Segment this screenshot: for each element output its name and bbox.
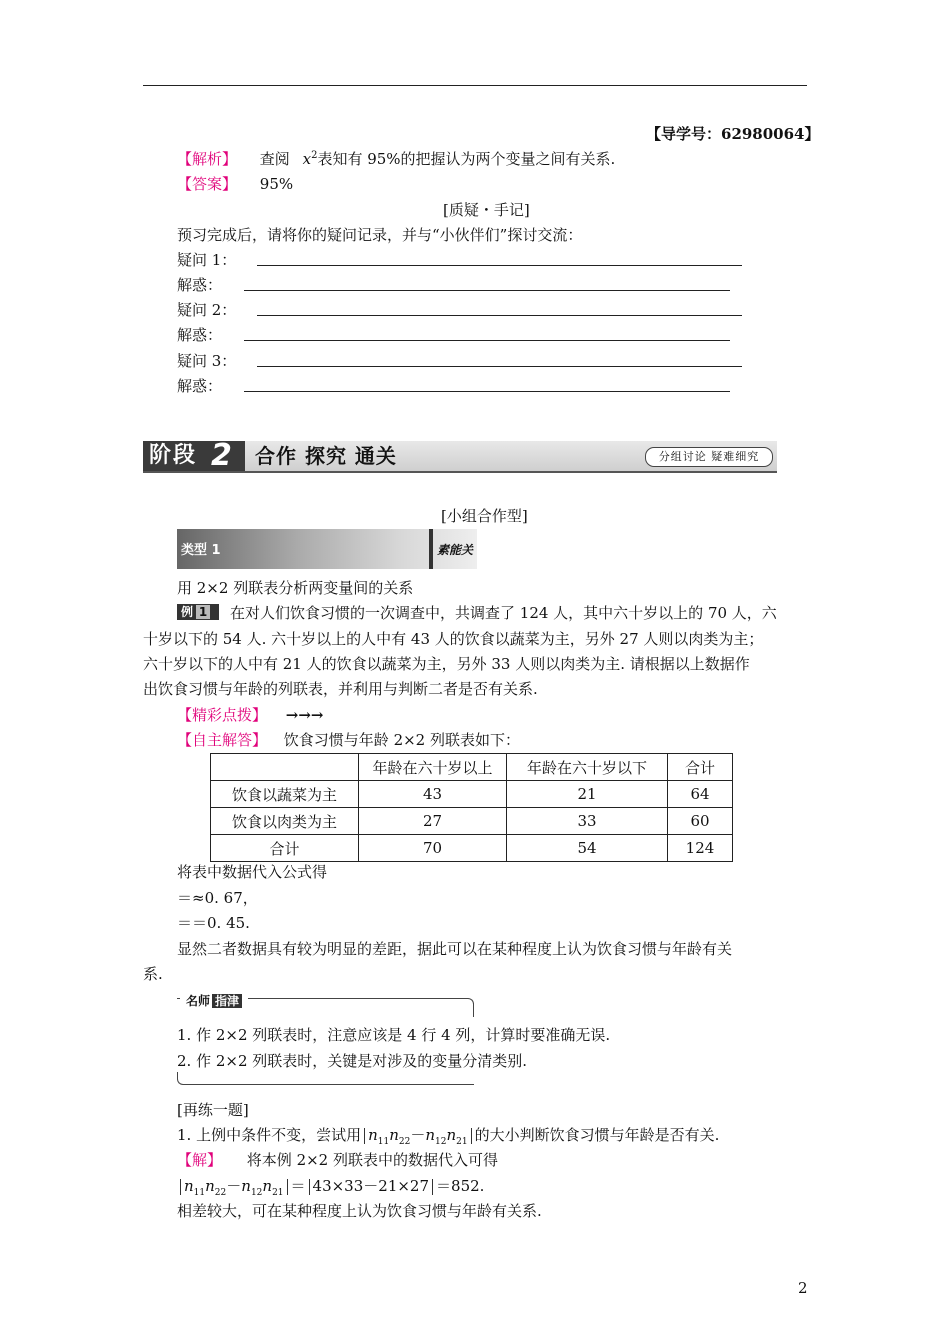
- stage-title: 合作 探究 通关: [255, 444, 397, 468]
- practice-calc-eq: ＝: [290, 1177, 306, 1195]
- example-badge-label: 例: [181, 605, 194, 619]
- analysis-var: x: [302, 150, 312, 168]
- table-cell: 43: [359, 781, 507, 808]
- teacher-tip-1: 1. 作 2×2 列联表时，注意应该是 4 行 4 列，计算时要准确无误.: [177, 1026, 611, 1044]
- practice-sol-text: 将本例 2×2 列联表中的数据代入可得: [246, 1151, 498, 1169]
- example-badge-num: 1: [196, 605, 210, 619]
- stage-label: 阶段: [149, 443, 198, 468]
- abs-bar-icon: [287, 1179, 288, 1195]
- table-cell: 70: [359, 835, 507, 862]
- note-line-a1[interactable]: [244, 290, 730, 291]
- notes-intro: 预习完成后，请将你的疑问记录，并与“小伙伴们”探讨交流：: [177, 226, 583, 244]
- formula-minus: －: [410, 1126, 426, 1144]
- note-line-a3[interactable]: [244, 391, 730, 392]
- formula-n: n: [425, 1126, 436, 1144]
- table-cell: 54: [507, 835, 668, 862]
- note-row-a2: 解惑：: [177, 326, 223, 344]
- formula-n: n: [241, 1177, 251, 1195]
- group-title: [小组合作型]: [441, 507, 528, 525]
- note-row-q2: 疑问 2：: [177, 301, 237, 319]
- hint-line: [177, 705, 324, 725]
- practice-calc: [177, 1176, 484, 1196]
- formula-n: n: [389, 1126, 399, 1144]
- analysis-sup: 2: [311, 150, 318, 161]
- practice-calc-result: ＝852.: [436, 1177, 485, 1195]
- formula-sub: 11: [193, 1188, 206, 1198]
- guide-number: 【导学号：62980064】: [646, 125, 820, 143]
- practice-q-before: 1. 上例中条件不变，尝试用: [177, 1126, 362, 1144]
- formula-n: n: [446, 1126, 457, 1144]
- table-cell: 饮食以蔬菜为主: [211, 781, 359, 808]
- note-line-q2[interactable]: [257, 315, 742, 316]
- answer-label: 【答案】: [177, 175, 238, 193]
- type-bar-separator: [429, 529, 433, 569]
- type-bar: [177, 529, 477, 569]
- formula-n: n: [262, 1177, 273, 1195]
- example-line-2: 十岁以下的 54 人. 六十岁以上的人中有 43 人的饮食以蔬菜为主，另外 27 人则以肉类为主；: [143, 630, 764, 648]
- stage-number: 2: [211, 438, 232, 473]
- type-tag: 素能关: [437, 543, 474, 557]
- teacher-badge-b: 指津: [212, 994, 242, 1008]
- example-line-3: 六十岁以下的人中有 21 人的饮食以蔬菜为主，另外 33 人则以肉类为主. 请根据以上数据作: [143, 655, 750, 673]
- analysis-label: 【解析】: [177, 150, 238, 168]
- calc-line-2: ＝≈0. 67，: [177, 889, 258, 907]
- table-header-cell: 年龄在六十岁以上: [359, 754, 507, 781]
- table-header-cell: [211, 754, 359, 781]
- table-row: [211, 808, 733, 835]
- practice-q-after: 的大小判断饮食习惯与年龄是否有关.: [474, 1126, 720, 1144]
- note-line-q1[interactable]: [257, 265, 742, 266]
- hint-label: 【精彩点拨】: [177, 706, 268, 724]
- solution-line: [177, 730, 520, 750]
- formula-n: n: [205, 1177, 215, 1195]
- formula-sub: 22: [214, 1188, 227, 1198]
- example-line-4: 出饮食习惯与年龄的列联表，并利用与判断二者是否有关系.: [143, 680, 538, 698]
- calc-line-5: 系.: [143, 965, 163, 983]
- topic: 用 2×2 列联表分析两变量间的关系: [177, 579, 414, 597]
- analysis-text-after: 表知有 95%的把握认为两个变量之间有关系.: [317, 150, 616, 168]
- table-cell: 60: [668, 808, 733, 835]
- table-header-row: [211, 754, 733, 781]
- stage-tag: 分组讨论 疑难细究: [645, 447, 773, 467]
- calc-line-3: ＝＝0. 45.: [177, 914, 250, 932]
- teacher-tip-2: 2. 作 2×2 列联表时，关键是对涉及的变量分清类别.: [177, 1052, 528, 1070]
- formula-n: n: [368, 1126, 378, 1144]
- table-cell: 27: [359, 808, 507, 835]
- formula-sub: 22: [398, 1137, 411, 1147]
- notes-title: [质疑・手记]: [443, 201, 530, 219]
- table-row: [211, 781, 733, 808]
- formula-sub: 12: [435, 1137, 447, 1147]
- abs-bar-icon: [471, 1128, 472, 1144]
- calc-line-4: 显然二者数据具有较为明显的差距，据此可以在某种程度上认为饮食习惯与年龄有关: [177, 940, 733, 958]
- teacher-badge: [180, 992, 248, 1010]
- table-cell: 饮食以肉类为主: [211, 808, 359, 835]
- note-line-a2[interactable]: [244, 340, 730, 341]
- practice-title: [再练一题]: [177, 1101, 249, 1119]
- note-row-q3: 疑问 3：: [177, 352, 237, 370]
- table-header-cell: 合计: [668, 754, 733, 781]
- type-label: 类型 1: [181, 543, 221, 558]
- contingency-table: [210, 753, 733, 862]
- teacher-badge-a: 名师: [186, 994, 211, 1008]
- table-cell: 64: [668, 781, 733, 808]
- solution-text: 饮食习惯与年龄 2×2 列联表如下：: [283, 731, 520, 749]
- example-line-1: 在对人们饮食习惯的一次调查中，共调查了 124 人，其中六十岁以上的 70 人，六: [230, 604, 777, 622]
- note-row-q1: 疑问 1：: [177, 251, 237, 269]
- note-line-q3[interactable]: [257, 366, 742, 367]
- top-rule: [143, 85, 807, 86]
- stage-banner: [143, 438, 777, 473]
- table-row: [211, 835, 733, 862]
- note-row-a3: 解惑：: [177, 377, 223, 395]
- analysis-text-before: 查阅: [259, 150, 290, 168]
- answer-value: 95%: [259, 175, 294, 193]
- formula-sub: 21: [456, 1137, 468, 1147]
- table-header-cell: 年龄在六十岁以下: [507, 754, 668, 781]
- formula-sub: 21: [272, 1188, 284, 1198]
- table-cell: 合计: [211, 835, 359, 862]
- abs-bar-icon: [364, 1128, 365, 1144]
- answer-line: [177, 174, 293, 194]
- practice-solution-line: [177, 1150, 498, 1170]
- teacher-box-bottom: [177, 1072, 474, 1085]
- abs-bar-icon: [432, 1179, 433, 1195]
- note-row-a1: 解惑：: [177, 276, 223, 294]
- hint-arrows: →→→: [285, 706, 324, 724]
- solution-label: 【自主解答】: [177, 731, 268, 749]
- formula-n: n: [184, 1177, 194, 1195]
- table-cell: 21: [507, 781, 668, 808]
- table-cell: 33: [507, 808, 668, 835]
- table-cell: 124: [668, 835, 733, 862]
- calc-line-1: 将表中数据代入公式得: [177, 863, 328, 881]
- formula-sub: 12: [250, 1188, 263, 1198]
- practice-sol-label: 【解】: [177, 1151, 223, 1169]
- abs-bar-icon: [309, 1179, 310, 1195]
- page-number: 2: [798, 1279, 808, 1297]
- example-badge: [177, 604, 219, 620]
- practice-calc-value: 43×33－21×27: [312, 1177, 430, 1195]
- practice-conclusion: 相差较大，可在某种程度上认为饮食习惯与年龄有关系.: [177, 1202, 542, 1220]
- formula-sub: 11: [377, 1137, 390, 1147]
- analysis-line: [177, 149, 615, 169]
- abs-bar-icon: [180, 1179, 181, 1195]
- practice-question: [177, 1125, 719, 1145]
- formula-minus: －: [226, 1177, 242, 1195]
